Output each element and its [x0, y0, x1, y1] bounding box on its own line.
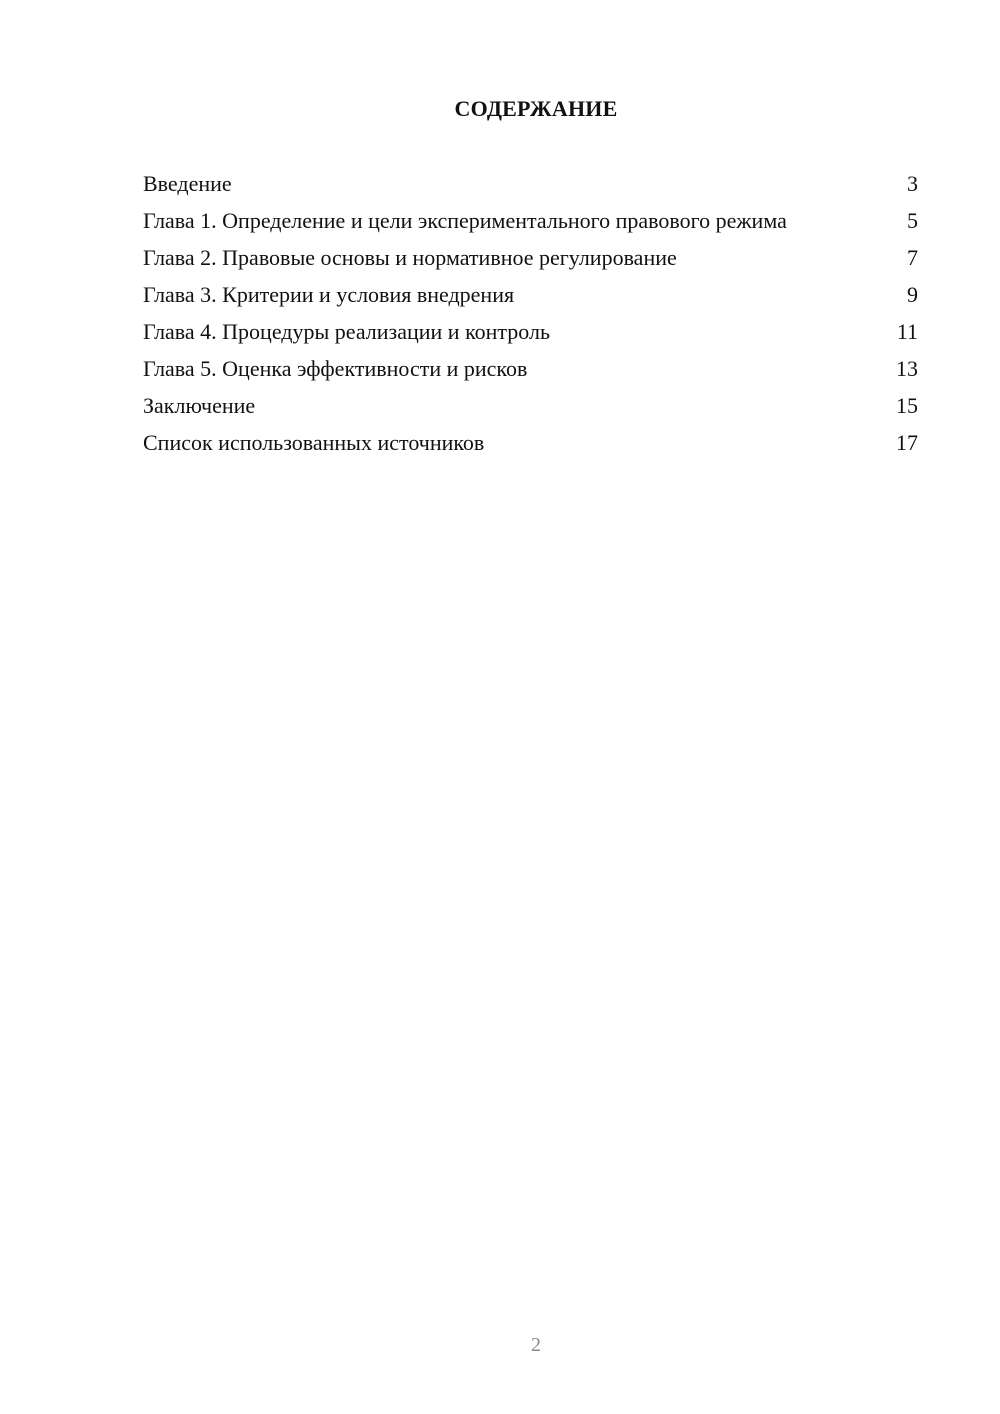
toc-entry-page: 3 [907, 171, 918, 196]
toc-entry-label: Введение [143, 171, 232, 196]
toc-entry-label: Глава 5. Оценка эффективности и рисков [143, 356, 528, 381]
toc-entry [143, 318, 918, 345]
toc-entry-page: 15 [896, 393, 918, 418]
toc-entry-page: 11 [896, 319, 918, 344]
toc-entry-page: 13 [896, 356, 918, 381]
toc-entry-label: Глава 4. Процедуры реализации и контроль [143, 319, 551, 344]
toc-entry [143, 281, 918, 308]
toc-entry-label: Список использованных источников [143, 430, 485, 455]
toc-entry-page: 5 [907, 208, 918, 233]
toc-entry [143, 207, 918, 234]
toc-entry-label: Заключение [143, 393, 256, 418]
page-title: СОДЕРЖАНИЕ [454, 96, 618, 121]
toc-entry [143, 355, 918, 382]
toc-entry-label: Глава 2. Правовые основы и нормативное регулирование [143, 245, 677, 270]
table-of-contents [143, 170, 918, 466]
toc-entry-label: Глава 1. Определение и цели экспериментального правового режима [143, 208, 787, 233]
toc-entry [143, 392, 918, 419]
page-number: 2 [531, 1334, 541, 1356]
toc-entry [143, 244, 918, 271]
toc-entry [143, 170, 918, 197]
toc-entry-page: 7 [907, 245, 918, 270]
toc-entry [143, 429, 918, 456]
toc-entry-page: 9 [907, 282, 918, 307]
toc-entry-label: Глава 3. Критерии и условия внедрения [143, 282, 515, 307]
toc-entry-page: 17 [896, 430, 918, 455]
